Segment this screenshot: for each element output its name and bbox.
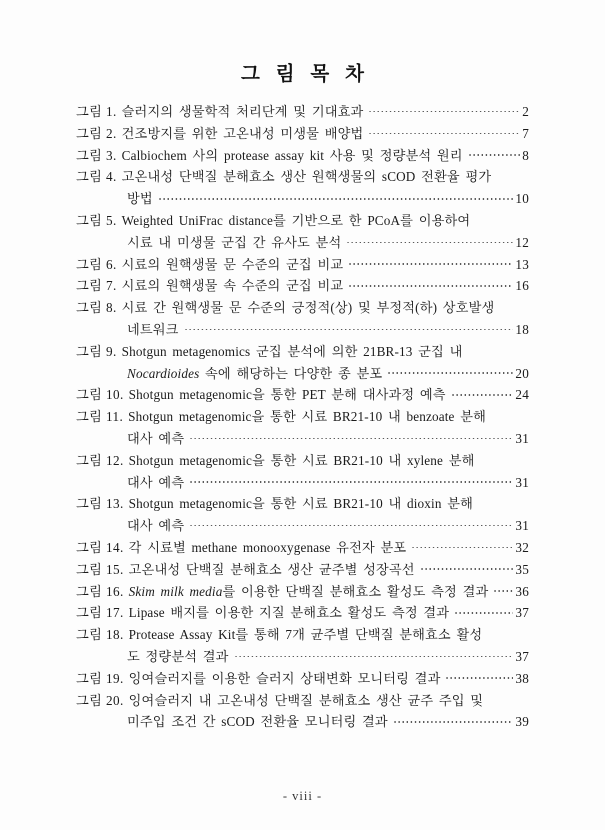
figure-label: 그림 2. (76, 125, 117, 141)
figure-label: 그림 17. (76, 605, 124, 621)
dot-leader (189, 430, 513, 443)
toc-line (76, 602, 529, 624)
toc-entry[interactable] (76, 145, 529, 167)
toc-entry[interactable] (76, 624, 529, 668)
page-number: 18 (515, 321, 529, 337)
figure-caption-text: 잉여슬러지를 이용한 슬러지 상태변화 모니터링 결과 (128, 670, 441, 686)
figure-caption-text: Shotgun metagenomic을 통한 PET 분해 대사과정 예측 (128, 387, 446, 403)
toc-line (76, 101, 529, 123)
toc-line (76, 515, 529, 537)
dot-leader (468, 146, 521, 159)
toc-entry[interactable] (76, 581, 529, 603)
figure-label: 그림 9. (76, 343, 117, 359)
page-number: 31 (515, 430, 529, 446)
dot-leader (189, 517, 513, 530)
toc-entry[interactable] (76, 210, 529, 254)
toc-line (76, 581, 529, 603)
table-of-contents (76, 101, 529, 733)
page-number: 20 (515, 365, 529, 381)
figure-label: 그림 19. (76, 670, 124, 686)
figure-caption-text: 슬러지의 생물학적 처리단계 및 기대효과 (121, 104, 364, 119)
italic-term: Skim milk media (128, 583, 223, 599)
figure-caption-text: 대사 예측 (127, 518, 185, 534)
dot-leader (393, 713, 514, 726)
figure-label: 그림 12. (76, 452, 124, 468)
toc-line (76, 384, 529, 406)
figure-caption-text: 시료 간 원핵생물 문 수준의 긍정적(상) 및 부정적(하) 상호발생 (121, 300, 495, 316)
figure-caption-text: Shotgun metagenomics 군집 분석에 의한 21BR-13 군집 내 (121, 343, 463, 359)
toc-entry[interactable] (76, 406, 529, 450)
figure-caption-text: 시료의 원핵생물 문 수준의 군집 비교 (121, 256, 344, 272)
toc-line (76, 363, 529, 385)
toc-line (76, 450, 529, 472)
page-number: 16 (515, 278, 529, 294)
dot-leader (411, 539, 513, 552)
figure-label: 그림 18. (76, 627, 124, 643)
dot-leader (348, 277, 513, 290)
dot-leader (451, 386, 514, 399)
toc-entry[interactable] (76, 668, 529, 690)
figure-label: 그림 15. (76, 561, 124, 577)
figure-caption-text: 시료 내 미생물 군집 간 유사도 분석 (127, 234, 342, 250)
figure-caption-text: Weighted UniFrac distance를 기반으로 한 PCoA를 이용하여 (121, 212, 471, 228)
figure-label: 그림 16. (76, 583, 124, 599)
toc-entry[interactable] (76, 275, 529, 297)
footer-page-number: - viii - (282, 789, 323, 803)
figure-label: 그림 8. (76, 300, 117, 316)
page-number: 8 (522, 147, 529, 163)
toc-entry[interactable] (76, 101, 529, 123)
toc-line (76, 668, 529, 690)
toc-entry[interactable] (76, 602, 529, 624)
toc-line (76, 232, 529, 254)
toc-line (76, 145, 529, 167)
dot-leader (158, 190, 514, 203)
figure-label: 그림 11. (76, 409, 124, 425)
toc-line (76, 123, 529, 145)
figure-caption-text: 건조방지를 위한 고온내성 미생물 배양법 (121, 125, 364, 141)
dot-leader (368, 125, 520, 138)
toc-entry[interactable] (76, 384, 529, 406)
dot-leader (445, 670, 513, 683)
page-number: 37 (515, 605, 529, 621)
toc-line (76, 254, 529, 276)
figure-label: 그림 20. (76, 692, 124, 708)
figure-caption-text: Protease Assay Kit를 통해 7개 균주별 단백질 분해효소 활성 (128, 627, 483, 643)
toc-line (76, 690, 529, 712)
toc-line (76, 711, 529, 733)
figure-label: 그림 4. (76, 169, 117, 185)
toc-line (76, 319, 529, 341)
figure-caption-text: 도 정량분석 결과 (127, 648, 229, 664)
figure-caption-text: Lipase 배지를 이용한 지질 분해효소 활성도 측정 결과 (128, 605, 450, 621)
figure-caption-text: 잉여슬러지 내 고온내성 단백질 분해효소 생산 균주 주입 및 (128, 692, 484, 708)
figure-caption-text: Calbiochem 사의 protease assay kit 사용 및 정량분석 원리 (121, 147, 463, 163)
dot-leader (454, 604, 513, 617)
dot-leader (189, 473, 513, 486)
toc-entry[interactable] (76, 297, 529, 341)
toc-line (76, 624, 529, 646)
figure-caption-text: 미주입 조건 간 sCOD 전환율 모니터링 결과 (127, 714, 388, 730)
toc-entry[interactable] (76, 254, 529, 276)
toc-entry[interactable] (76, 123, 529, 145)
page-number: 37 (515, 648, 529, 664)
toc-line (76, 275, 529, 297)
page-title: 그 림 목 차 (241, 64, 370, 85)
figure-label: 그림 3. (76, 147, 117, 163)
toc-line (76, 166, 529, 188)
figure-label: 그림 6. (76, 256, 117, 272)
page-number: 35 (515, 561, 529, 577)
toc-line (76, 188, 529, 210)
page-number: 39 (515, 714, 529, 730)
toc-line (76, 559, 529, 581)
toc-line (76, 341, 529, 363)
toc-entry[interactable] (76, 690, 529, 734)
figure-caption-text: Skim milk media를 이용한 단백질 분해효소 활성도 측정 결과 (128, 583, 489, 599)
dot-leader (387, 364, 513, 377)
figure-caption-text: Nocardioides 속에 해당하는 다양한 종 분포 (127, 365, 383, 381)
toc-line (76, 297, 529, 319)
figure-label: 그림 5. (76, 212, 117, 228)
dot-leader (420, 561, 514, 574)
page-number: 10 (515, 191, 529, 207)
dot-leader (234, 648, 514, 661)
figure-label: 그림 14. (76, 539, 124, 555)
figure-caption-text: Shotgun metagenomic을 통한 시료 BR21-10 내 xylene 분해 (128, 452, 475, 468)
figure-label: 그림 13. (76, 496, 124, 512)
toc-entry[interactable] (76, 559, 529, 581)
figure-caption-text: 시료의 원핵생물 속 수준의 군집 비교 (121, 278, 344, 294)
figure-label: 그림 7. (76, 278, 117, 294)
page-number: 36 (515, 583, 529, 599)
figure-caption-text: Shotgun metagenomic을 통한 시료 BR21-10 내 dioxin 분해 (128, 496, 474, 512)
page-number: 38 (515, 670, 529, 686)
toc-line (76, 406, 529, 428)
toc-line (76, 472, 529, 494)
toc-line (76, 210, 529, 232)
toc-entry[interactable] (76, 166, 529, 210)
page-number: 7 (522, 125, 529, 141)
figure-caption-text: 각 시료별 methane monooxygenase 유전자 분포 (128, 539, 407, 555)
figure-label: 그림 1. (76, 104, 117, 119)
figure-caption-text: 대사 예측 (127, 474, 185, 490)
toc-line (76, 537, 529, 559)
figure-caption-text: Shotgun metagenomic을 통한 시료 BR21-10 내 benzoate 분해 (128, 409, 486, 425)
page-number: 12 (515, 234, 529, 250)
page-number: 2 (522, 104, 529, 119)
toc-line (76, 646, 529, 668)
page-number: 32 (515, 539, 529, 555)
figure-label: 그림 10. (76, 387, 124, 403)
toc-entry[interactable] (76, 341, 529, 385)
dot-leader (346, 234, 513, 247)
page-number: 24 (515, 387, 529, 403)
dot-leader (493, 582, 513, 595)
figure-caption-text: 고온내성 단백질 분해효소 생산 균주별 성장곡선 (128, 561, 415, 577)
toc-entry[interactable] (76, 450, 529, 494)
page-number: 31 (515, 518, 529, 534)
figure-caption-text: 방법 (127, 191, 153, 207)
toc-line (76, 428, 529, 450)
toc-entry[interactable] (76, 493, 529, 537)
page-number: 31 (515, 474, 529, 490)
toc-line (76, 493, 529, 515)
page-number: 13 (515, 256, 529, 272)
figure-caption-text: 네트워크 (127, 321, 179, 337)
dot-leader (184, 321, 514, 334)
dot-leader (348, 255, 513, 268)
figure-caption-text: 고온내성 단백질 분해효소 생산 원핵생물의 sCOD 전환율 평가 (121, 169, 492, 185)
italic-term: Nocardioides (127, 365, 200, 381)
toc-entry[interactable] (76, 537, 529, 559)
dot-leader (368, 103, 520, 116)
figure-caption-text: 대사 예측 (127, 430, 185, 446)
